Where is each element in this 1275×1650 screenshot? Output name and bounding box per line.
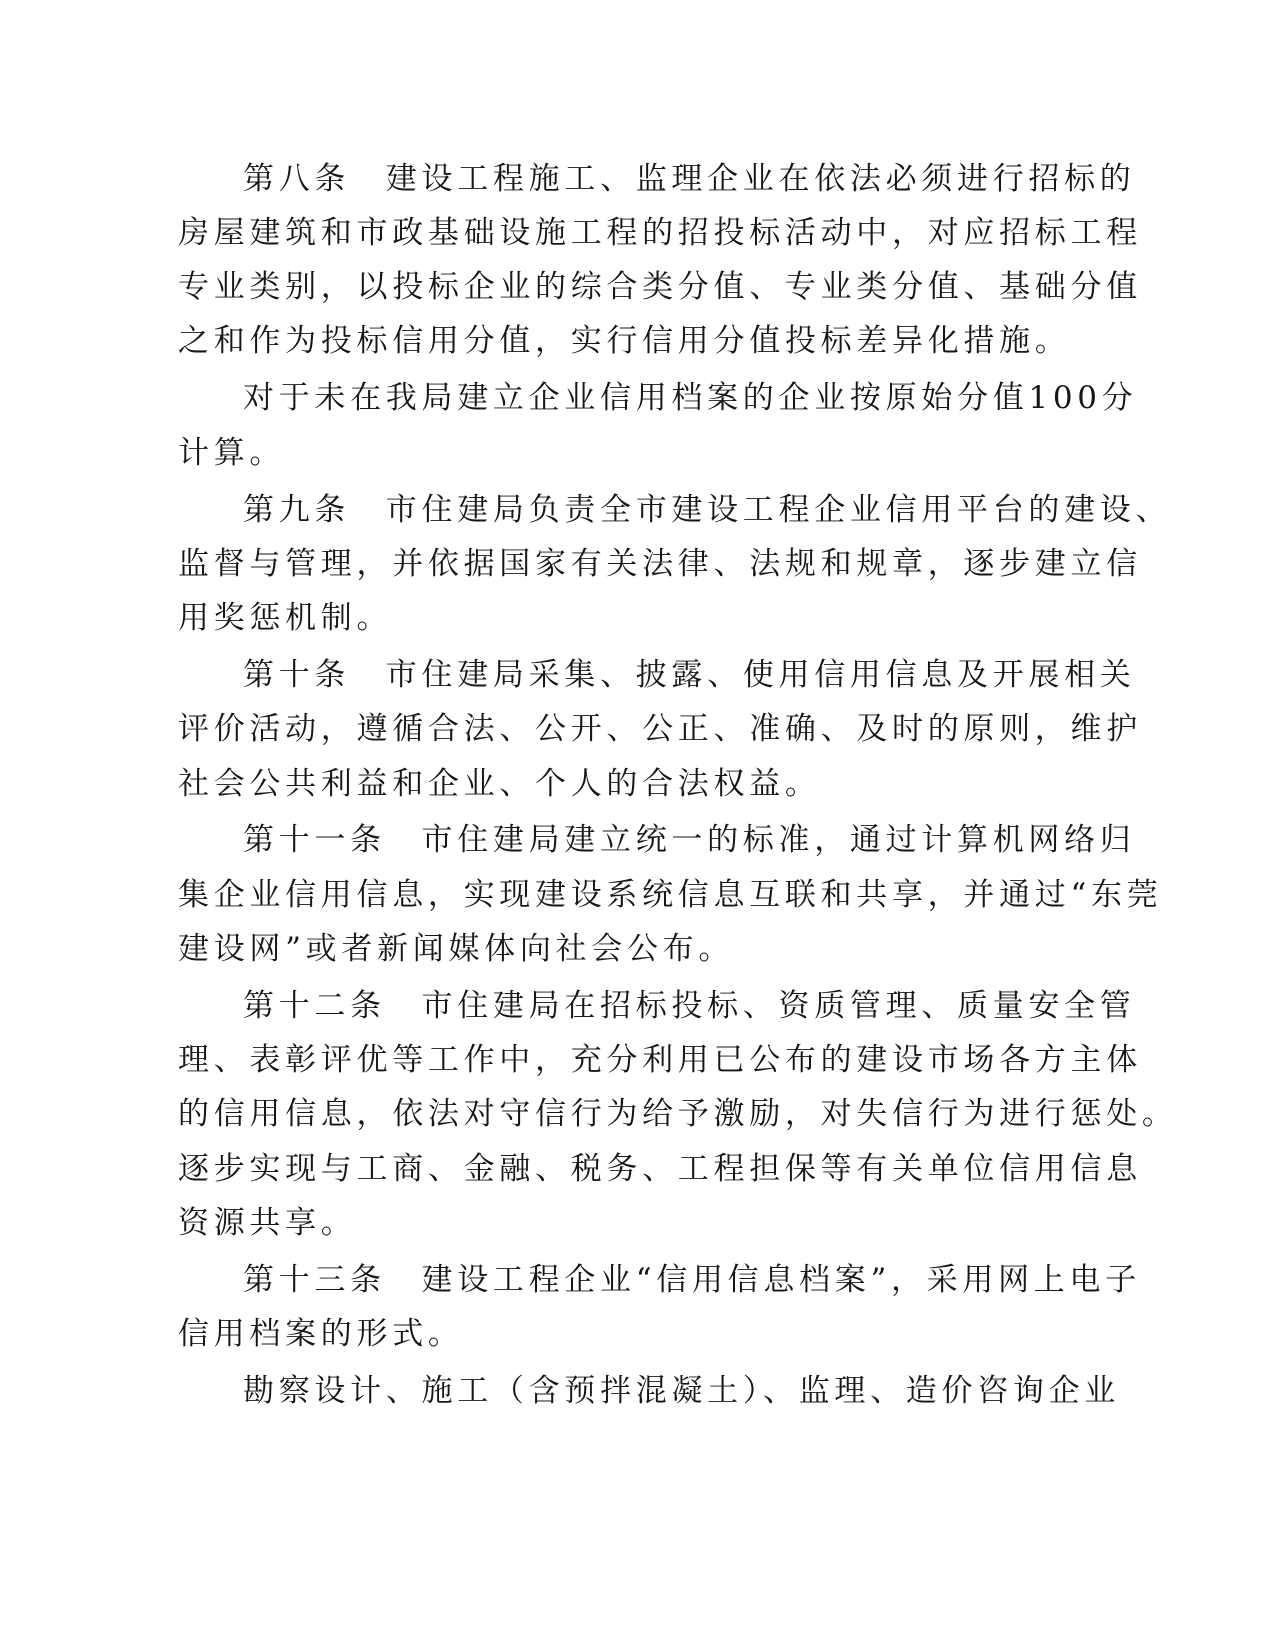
article-12-line-2: 理、表彰评优等工作中，充分利用已公布的建设市场各方主体 (178, 1042, 1142, 1078)
article-11-line-3: 建设网”或者新闻媒体向社会公布。 (178, 931, 735, 967)
article-8-para-2-line-1: 对于未在我局建立企业信用档案的企业按原始分值100分 (243, 380, 1138, 416)
article-8-line-2: 房屋建筑和市政基础设施工程的招投标活动中，对应招标工程 (178, 215, 1142, 251)
article-8-line-4: 之和作为投标信用分值，实行信用分值投标差异化措施。 (178, 323, 1071, 359)
article-8-line-3: 专业类别，以投标企业的综合类分值、专业类分值、基础分值 (178, 269, 1142, 305)
article-11-line-2: 集企业信用信息，实现建设系统信息互联和共享，并通过“东莞 (178, 877, 1163, 913)
article-12-line-1: 第十二条 市住建局在招标投标、资质管理、质量安全管 (243, 988, 1136, 1024)
article-13-line-1: 第十三条 建设工程企业“信用信息档案”，采用网上电子 (243, 1262, 1141, 1298)
article-10-line-1: 第十条 市住建局采集、披露、使用信用信息及开展相关 (243, 657, 1136, 693)
article-9-line-1: 第九条 市住建局负责全市建设工程企业信用平台的建设、 (243, 492, 1172, 528)
article-12-line-4: 逐步实现与工商、金融、税务、工程担保等有关单位信用信息 (178, 1151, 1142, 1187)
article-10-line-2: 评价活动，遵循合法、公开、公正、准确、及时的原则，维护 (178, 711, 1142, 747)
article-8-para-2-line-2: 计算。 (178, 435, 286, 471)
article-13-line-2: 信用档案的形式。 (178, 1316, 464, 1352)
article-9-line-3: 用奖惩机制。 (178, 600, 393, 636)
article-13-para-2-line-1: 勘察设计、施工（含预拌混凝土）、监理、造价咨询企业 (243, 1373, 1120, 1409)
article-11-line-1: 第十一条 市住建局建立统一的标准，通过计算机网络归 (243, 822, 1136, 858)
article-10-line-3: 社会公共利益和企业、个人的合法权益。 (178, 766, 821, 802)
article-12-line-3: 的信用信息，依法对守信行为给予激励，对失信行为进行惩处。 (178, 1096, 1178, 1132)
article-8-line-1: 第八条 建设工程施工、监理企业在依法必须进行招标的 (243, 161, 1136, 197)
article-12-line-5: 资源共享。 (178, 1205, 357, 1241)
article-9-line-2: 监督与管理，并依据国家有关法律、法规和规章，逐步建立信 (178, 546, 1142, 582)
